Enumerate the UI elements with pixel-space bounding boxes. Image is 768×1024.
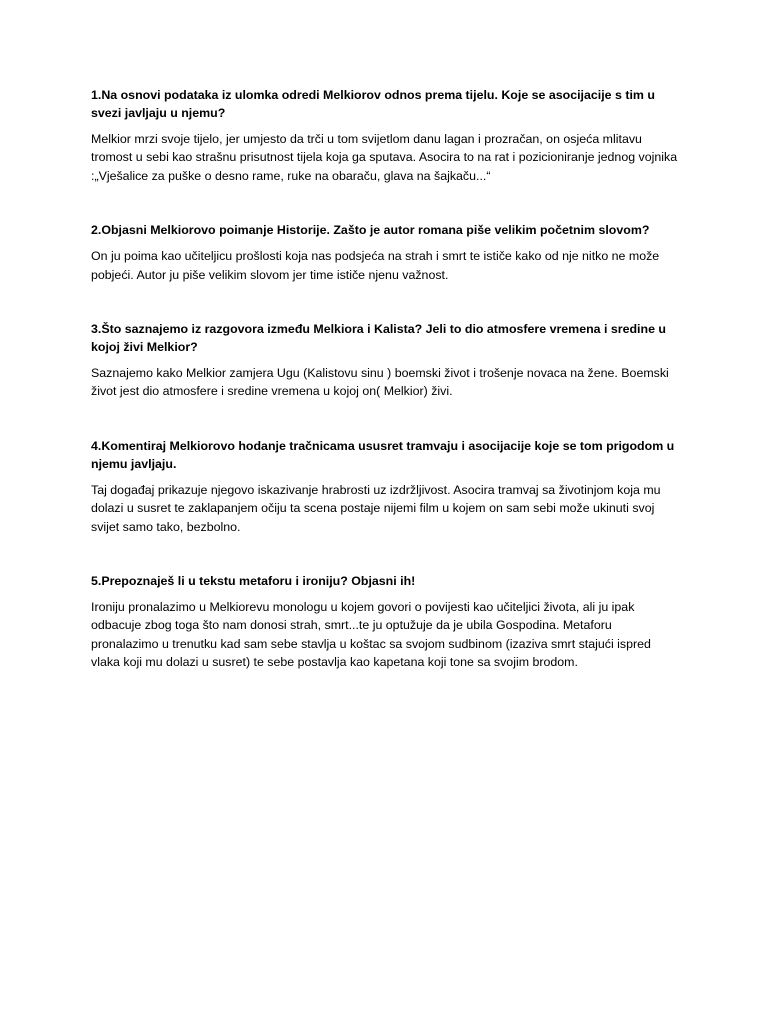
answer-4: Taj događaj prikazuje njegovo iskazivanje hrabrosti uz izdržljivost. Asocira tramvaj sa životinjom koja mu dolazi u susret te zaklapanjem očiju ta scena postaje nijemi film u kojem on sam sebi može ukinuti svoj svijet samo tako, bezbolno.: [91, 482, 661, 534]
qa-block-4: [91, 437, 681, 536]
question-5: 5.Prepoznaješ li u tekstu metaforu i ironiju? Objasni ih!: [91, 574, 416, 589]
question-3: 3.Što saznajemo iz razgovora između Melkiora i Kalista? Jeli to dio atmosfere vremena i sredine u kojoj živi Melkior?: [91, 322, 666, 355]
answer-5: Ironiju pronalazimo u Melkiorevu monologu u kojem govori o povijesti kao učiteljici života, ali ju ipak odbacuje zbog toga što nam donosi strah, smrt...te ju optužuje da je ubila Gospodina. Metaforu pronalazimo u trenutku kad sam sebe stavlja u koštac sa svojom sudbinom (izaziva smrt stajući ispred vlaka koji mu dolazi u susret) te sebe postavlja kao kapetana koji tone sa svojim brodom.: [91, 600, 651, 670]
answer-1: Melkior mrzi svoje tijelo, jer umjesto da trči u tom svijetlom danu lagan i prozračan, on osjeća mlitavu tromost u sebi kao strašnu prisutnost tijela koja ga sputava. Asocira to na rat i pozicioniranje jednog vojnika :„Vješalice za puške o desno rame, ruke na obaraču, glava na šajkaču...“: [91, 132, 678, 183]
qa-block-3: [91, 320, 681, 401]
qa-block-5: [91, 572, 681, 672]
question-4: 4.Komentiraj Melkiorovo hodanje tračnicama ususret tramvaju i asocijacije koje se tom prigodom u njemu javljaju.: [91, 438, 675, 471]
answer-2: On ju poima kao učiteljicu prošlosti koja nas podsjeća na strah i smrt te ističe kako od nje nitko ne može pobjeći. Autor ju piše velikim slovom jer time ističe njenu važnost.: [91, 249, 660, 282]
qa-block-1: [91, 86, 681, 185]
answer-3: Saznajemo kako Melkior zamjera Ugu (Kalistovu sinu ) boemski život i trošenje novaca na žene. Boemski život jest dio atmosfere i sredine vremena u kojoj on( Melkior) živi.: [91, 366, 669, 399]
question-2: 2.Objasni Melkiorovo poimanje Historije. Zašto je autor romana piše velikim početnim slovom?: [91, 223, 650, 238]
question-1: 1.Na osnovi podataka iz ulomka odredi Melkiorov odnos prema tijelu. Koje se asocijacije s tim u svezi javljaju u njemu?: [91, 88, 655, 120]
qa-block-2: [91, 221, 681, 284]
document-page: [91, 86, 681, 708]
